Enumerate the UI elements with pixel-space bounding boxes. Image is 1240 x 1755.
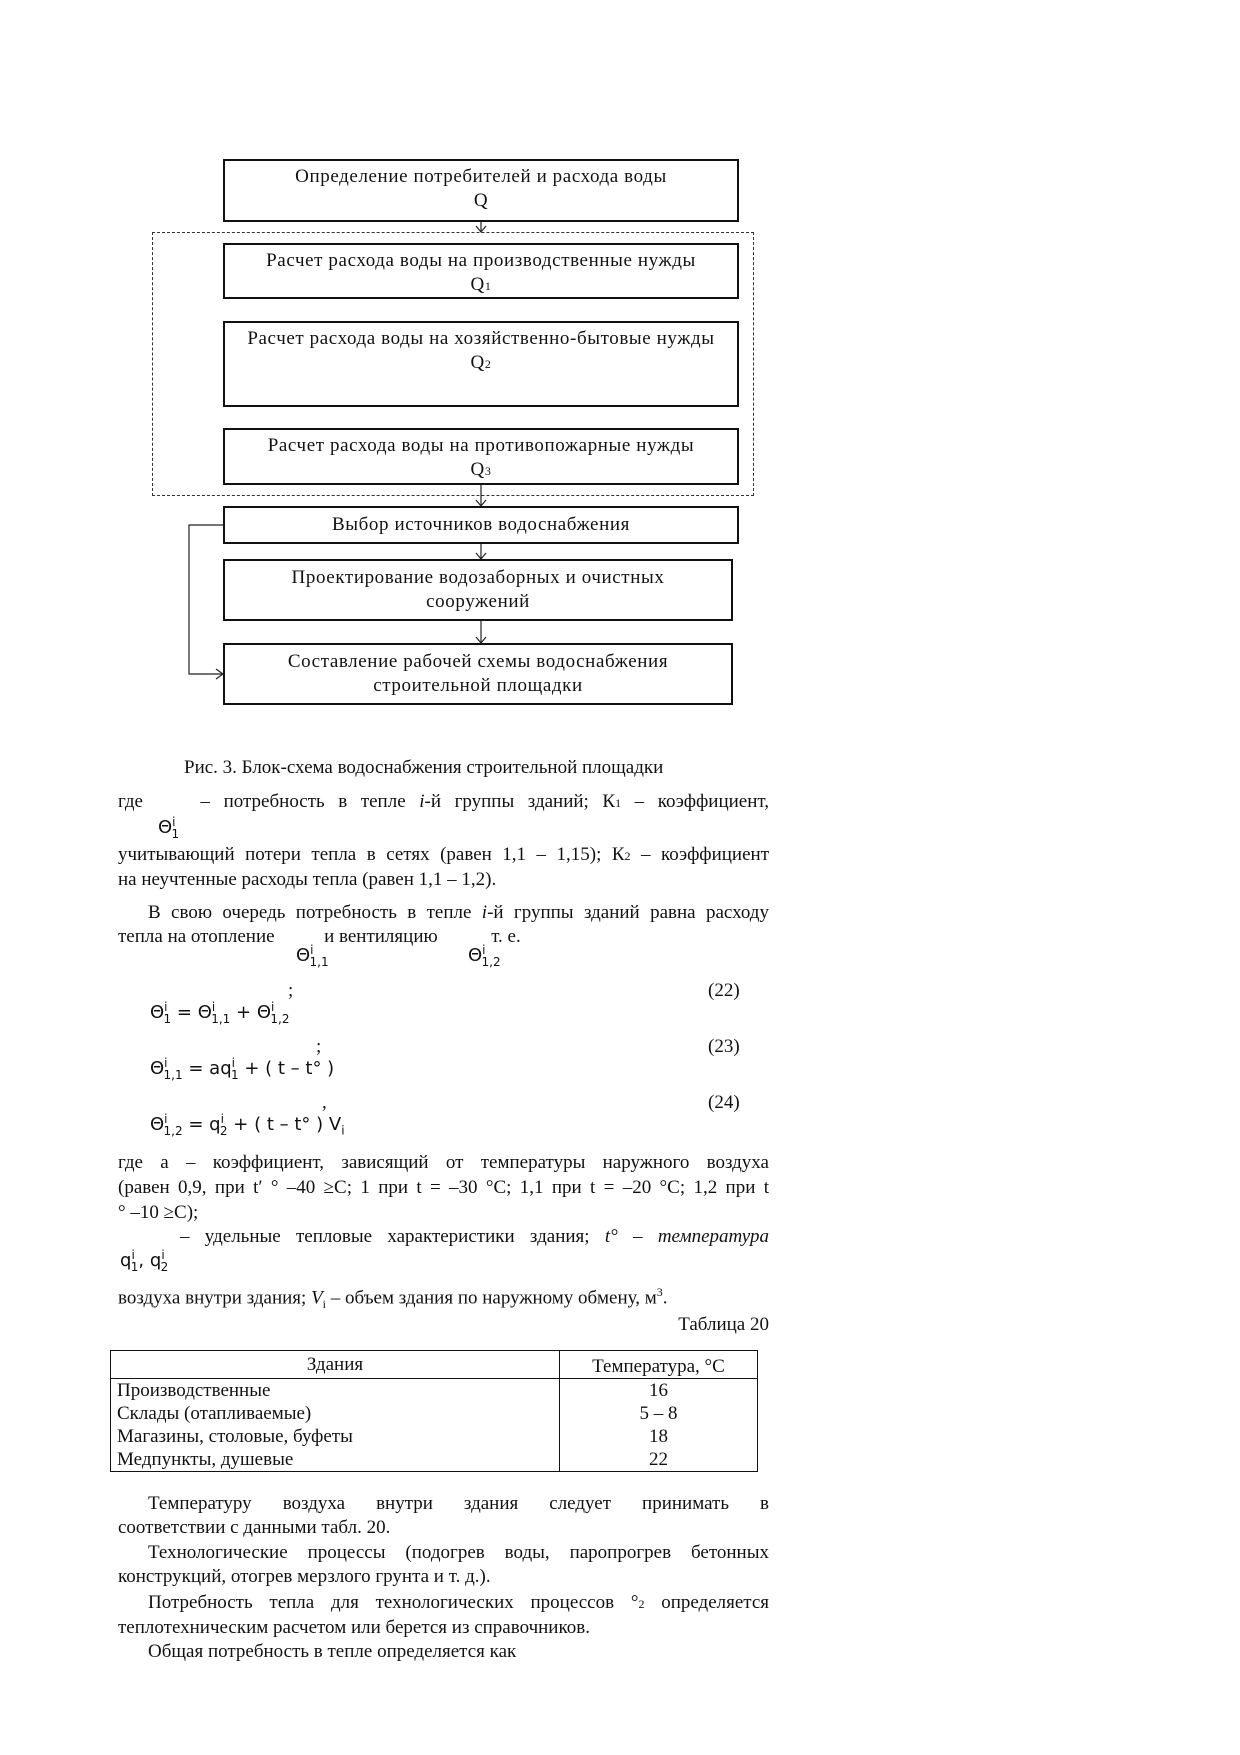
table-title: Таблица 20 <box>678 1314 769 1335</box>
symbol-theta-1: $\Theta^i_1$ <box>158 815 180 841</box>
flow-connectors <box>0 0 1240 760</box>
flow-box-text: Расчет расхода воды на производственные нужды <box>266 250 696 271</box>
symbol-q1-q2: $q^i_1$, $q^i_2$ <box>120 1248 169 1274</box>
paragraph-2: В свою очередь потребность в тепле i-й группы зданий равна расходу <box>148 902 769 923</box>
flow-box-text: Проектирование водозаборных и очистных сооружений <box>291 567 665 612</box>
flow-box-text: Составление рабочей схемы водоснабжения строительной площадки <box>287 651 669 696</box>
paragraph-2-line2: тепла на отопление и вентиляцию т. е. <box>118 926 521 947</box>
paragraph-1-rest: учитывающий потери тепла в сетях (равен 1,1 – 1,15); К2 – коэффициент на неучтенные расходы тепла (равен 1,1 – 1,2). <box>118 844 769 890</box>
symbol-theta-1-1: $\Theta^i_{1,1}$ <box>296 943 329 969</box>
flow-box-text: Выбор источников водоснабжения <box>332 514 630 535</box>
symbol-theta-1-2: $\Theta^i_{1,2}$ <box>468 943 501 969</box>
table-header-temperature: Температура, °С <box>560 1351 758 1379</box>
paragraph-4-line2: воздуха внутри здания; $V_i$ – объем здания по наружному обмену, $м^3$. <box>118 1285 668 1312</box>
bypass-connector <box>189 525 223 674</box>
figure-caption: Рис. 3. Блок-схема водоснабжения строительной площадки <box>184 757 664 778</box>
flow-box-text: Определение потребителей и расхода воды <box>295 166 667 187</box>
paragraph-3: где a – коэффициент, зависящий от температуры наружного воздуха (равен 0,9, при t′ ° –40 ≥С; 1 при t = –30 °С; 1,1 при t = –20 °С; 1,2 при t ° –10 ≥С); <box>118 1152 769 1223</box>
table-cell-buildings: Производственные Склады (отапливаемые) Магазины, столовые, буфеты Медпункты, душевые <box>111 1379 560 1472</box>
flow-box-text: Расчет расхода воды на хозяйственно-бытовые нужды <box>247 328 715 349</box>
equation-22: $\Theta^i_1 = \Theta^i_{1,1} + \Theta^i_{1,2}$ <box>150 1000 290 1026</box>
paragraph-4-line1: – удельные тепловые характеристики здания; t° – температура <box>180 1226 769 1247</box>
paragraph-5: Температуру воздуха внутри здания следует принимать в соответствии с данными табл. 20. <box>118 1493 769 1538</box>
eq23-number: (23) <box>708 1036 740 1057</box>
paragraph-1-line1: где – потребность в тепле i-й группы зданий; К1 – коэффициент, <box>118 791 770 812</box>
paragraph-8: Общая потребность в тепле определяется как <box>148 1641 517 1662</box>
eq23-semicolon: ; <box>316 1036 322 1057</box>
table-cell-temperature: 16 5 – 8 18 22 <box>560 1379 758 1472</box>
flow-box-text: Расчет расхода воды на противопожарные нужды <box>267 435 695 456</box>
temperature-table <box>110 1350 758 1472</box>
flow-box-q: Q2 <box>470 352 492 373</box>
table-row <box>111 1379 758 1472</box>
equation-23: $\Theta^i_{1,1} = aq^i_1$ + ( t – t° ) <box>150 1056 335 1082</box>
flow-box-q: Q1 <box>470 274 492 295</box>
paragraph-1 <box>118 790 769 815</box>
table-header-buildings: Здания <box>111 1351 560 1379</box>
paragraph-7: Потребность тепла для технологических процессов °2 определяется теплотехническим расчетом или берется из справочников. <box>118 1592 769 1638</box>
flow-box-q: Q <box>473 190 489 211</box>
flow-box-q: Q3 <box>470 459 492 480</box>
eq24-comma: , <box>322 1092 327 1113</box>
eq24-number: (24) <box>708 1092 740 1113</box>
eq22-semicolon: ; <box>288 980 294 1001</box>
eq22-number: (22) <box>708 980 740 1001</box>
paragraph-6: Технологические процессы (подогрев воды, паропрогрев бетонных конструкций, отогрев мерзлого грунта и т. д.). <box>118 1542 769 1587</box>
equation-24: $\Theta^i_{1,2} = q^i_2$ + ( t – t° ) $V_i$ <box>150 1112 345 1138</box>
